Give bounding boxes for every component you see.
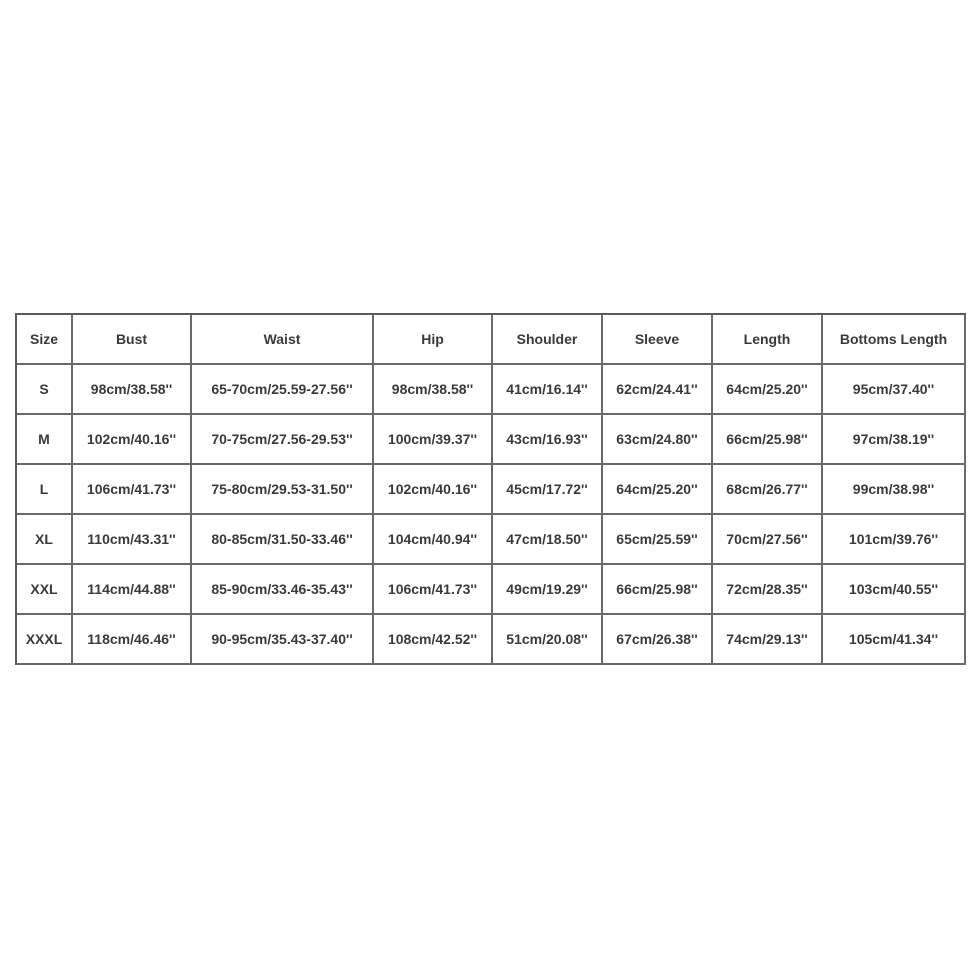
cell-shoulder: 43cm/16.93'': [493, 415, 603, 465]
cell-bottoms-length: 99cm/38.98'': [823, 465, 966, 515]
cell-size: M: [17, 415, 73, 465]
cell-shoulder: 45cm/17.72'': [493, 465, 603, 515]
cell-hip: 100cm/39.37'': [374, 415, 493, 465]
cell-size: XXXL: [17, 615, 73, 665]
cell-hip: 98cm/38.58'': [374, 365, 493, 415]
cell-bust: 98cm/38.58'': [73, 365, 192, 415]
cell-sleeve: 62cm/24.41'': [603, 365, 713, 415]
cell-length: 74cm/29.13'': [713, 615, 823, 665]
header-row: [17, 315, 966, 365]
table-row: [17, 365, 966, 415]
cell-waist: 80-85cm/31.50-33.46'': [192, 515, 374, 565]
cell-bust: 102cm/40.16'': [73, 415, 192, 465]
cell-hip: 108cm/42.52'': [374, 615, 493, 665]
cell-bust: 110cm/43.31'': [73, 515, 192, 565]
cell-shoulder: 51cm/20.08'': [493, 615, 603, 665]
table-row: [17, 515, 966, 565]
cell-length: 66cm/25.98'': [713, 415, 823, 465]
header-bottoms-length: Bottoms Length: [823, 315, 966, 365]
cell-bottoms-length: 103cm/40.55'': [823, 565, 966, 615]
cell-shoulder: 49cm/19.29'': [493, 565, 603, 615]
cell-length: 64cm/25.20'': [713, 365, 823, 415]
table-row: [17, 415, 966, 465]
cell-sleeve: 64cm/25.20'': [603, 465, 713, 515]
cell-length: 68cm/26.77'': [713, 465, 823, 515]
cell-waist: 70-75cm/27.56-29.53'': [192, 415, 374, 465]
cell-bottoms-length: 97cm/38.19'': [823, 415, 966, 465]
cell-waist: 75-80cm/29.53-31.50'': [192, 465, 374, 515]
cell-hip: 106cm/41.73'': [374, 565, 493, 615]
cell-sleeve: 65cm/25.59'': [603, 515, 713, 565]
header-sleeve: Sleeve: [603, 315, 713, 365]
cell-shoulder: 41cm/16.14'': [493, 365, 603, 415]
cell-bottoms-length: 105cm/41.34'': [823, 615, 966, 665]
cell-hip: 104cm/40.94'': [374, 515, 493, 565]
cell-shoulder: 47cm/18.50'': [493, 515, 603, 565]
cell-size: XL: [17, 515, 73, 565]
header-shoulder: Shoulder: [493, 315, 603, 365]
cell-bust: 118cm/46.46'': [73, 615, 192, 665]
cell-waist: 90-95cm/35.43-37.40'': [192, 615, 374, 665]
size-chart-table: [15, 313, 966, 665]
cell-bust: 114cm/44.88'': [73, 565, 192, 615]
cell-size: XXL: [17, 565, 73, 615]
cell-length: 70cm/27.56'': [713, 515, 823, 565]
cell-bottoms-length: 101cm/39.76'': [823, 515, 966, 565]
cell-bottoms-length: 95cm/37.40'': [823, 365, 966, 415]
table-row: [17, 565, 966, 615]
cell-length: 72cm/28.35'': [713, 565, 823, 615]
cell-sleeve: 67cm/26.38'': [603, 615, 713, 665]
header-size: Size: [17, 315, 73, 365]
cell-size: L: [17, 465, 73, 515]
cell-hip: 102cm/40.16'': [374, 465, 493, 515]
header-waist: Waist: [192, 315, 374, 365]
cell-sleeve: 63cm/24.80'': [603, 415, 713, 465]
cell-bust: 106cm/41.73'': [73, 465, 192, 515]
table-row: [17, 465, 966, 515]
table-row: [17, 615, 966, 665]
header-bust: Bust: [73, 315, 192, 365]
header-length: Length: [713, 315, 823, 365]
cell-sleeve: 66cm/25.98'': [603, 565, 713, 615]
header-hip: Hip: [374, 315, 493, 365]
cell-waist: 65-70cm/25.59-27.56'': [192, 365, 374, 415]
cell-waist: 85-90cm/33.46-35.43'': [192, 565, 374, 615]
cell-size: S: [17, 365, 73, 415]
